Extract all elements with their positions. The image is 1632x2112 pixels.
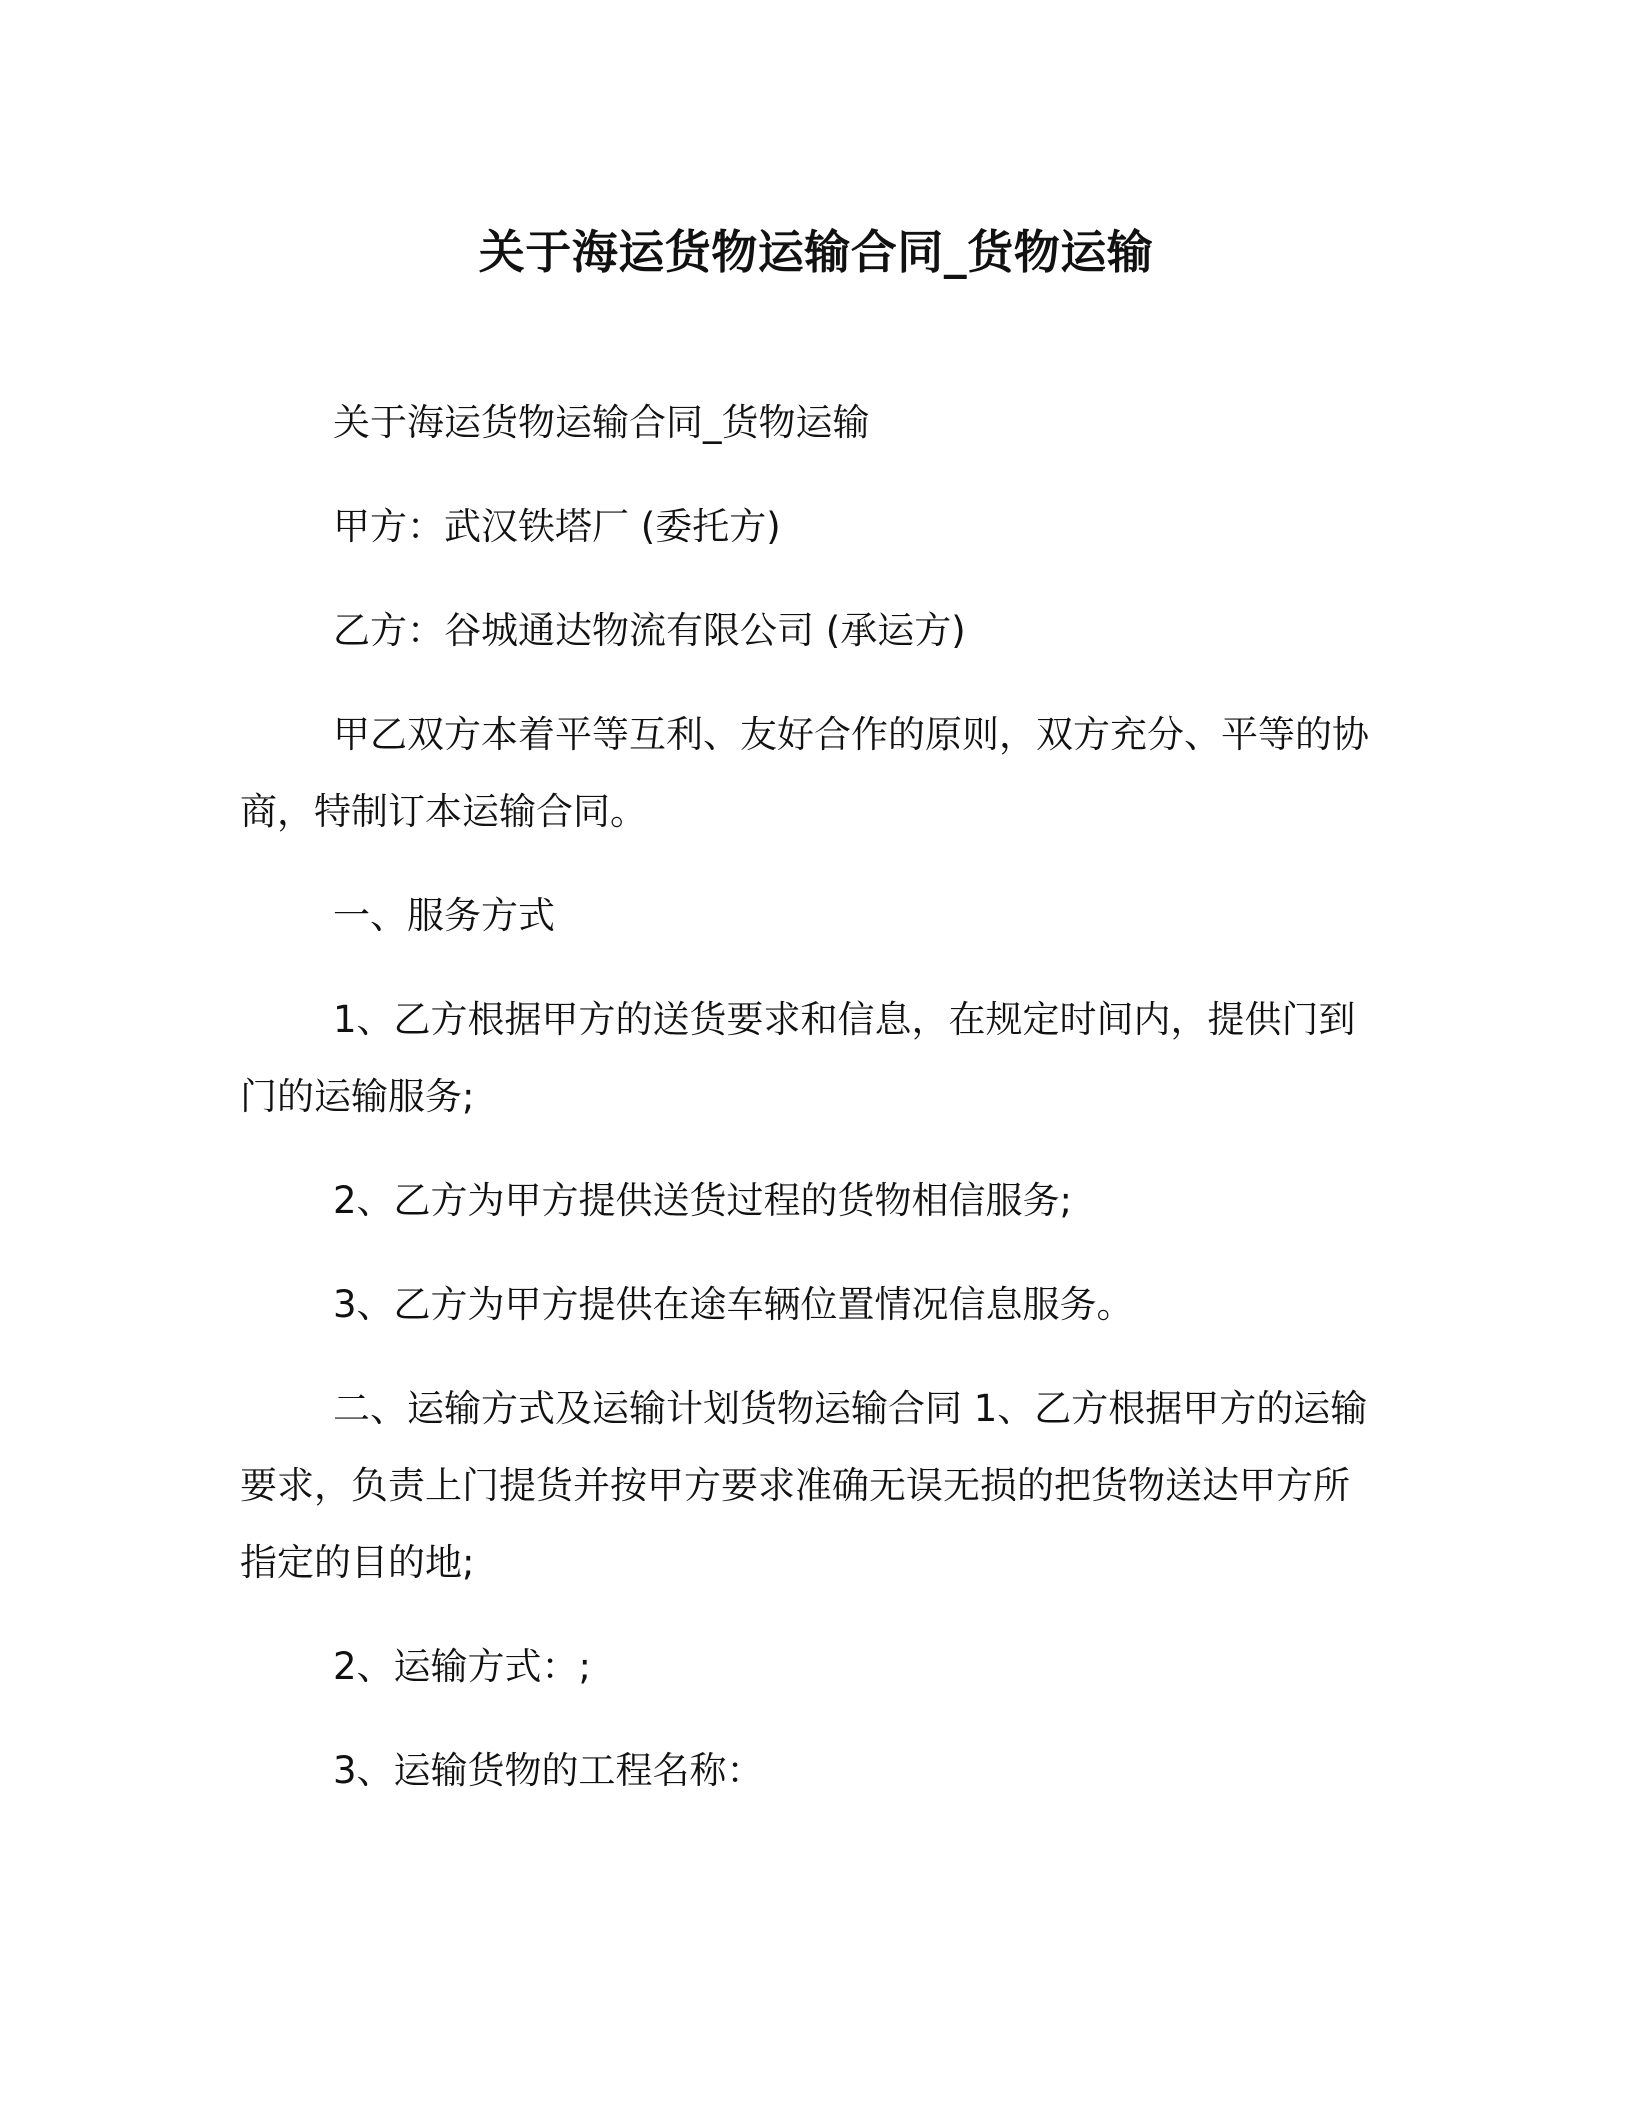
service-item-1-line-2: 门的运输服务;	[240, 1075, 475, 1118]
transport-item-3: 3、运输货物的工程名称：	[333, 1749, 764, 1792]
intro-paragraph-line-2: 商，特制订本运输合同。	[240, 790, 647, 833]
section-heading-transport-line-2: 要求，负责上门提货并按甲方要求准确无误无损的把货物送达甲方所	[240, 1464, 1350, 1507]
section-heading-transport-line-1: 二、运输方式及运输计划货物运输合同 1、乙方根据甲方的运输	[333, 1387, 1368, 1430]
document-title: 关于海运货物运输合同_货物运输	[478, 225, 1154, 279]
section-heading-transport-line-3: 指定的目的地;	[240, 1541, 475, 1584]
party-a-line: 甲方：武汉铁塔厂 (委托方)	[333, 505, 781, 548]
paragraph-subtitle: 关于海运货物运输合同_货物运输	[333, 401, 870, 444]
party-b-line: 乙方：谷城通达物流有限公司 (承运方)	[333, 609, 966, 652]
section-heading-service: 一、服务方式	[333, 894, 555, 937]
transport-item-2: 2、运输方式：;	[333, 1645, 592, 1688]
service-item-3: 3、乙方为甲方提供在途车辆位置情况信息服务。	[333, 1283, 1134, 1326]
intro-paragraph-line-1: 甲乙双方本着平等互利、友好合作的原则，双方充分、平等的协	[333, 713, 1369, 756]
service-item-2: 2、乙方为甲方提供送货过程的货物相信服务;	[333, 1179, 1073, 1222]
service-item-1-line-1: 1、乙方根据甲方的送货要求和信息，在规定时间内，提供门到	[333, 998, 1356, 1041]
